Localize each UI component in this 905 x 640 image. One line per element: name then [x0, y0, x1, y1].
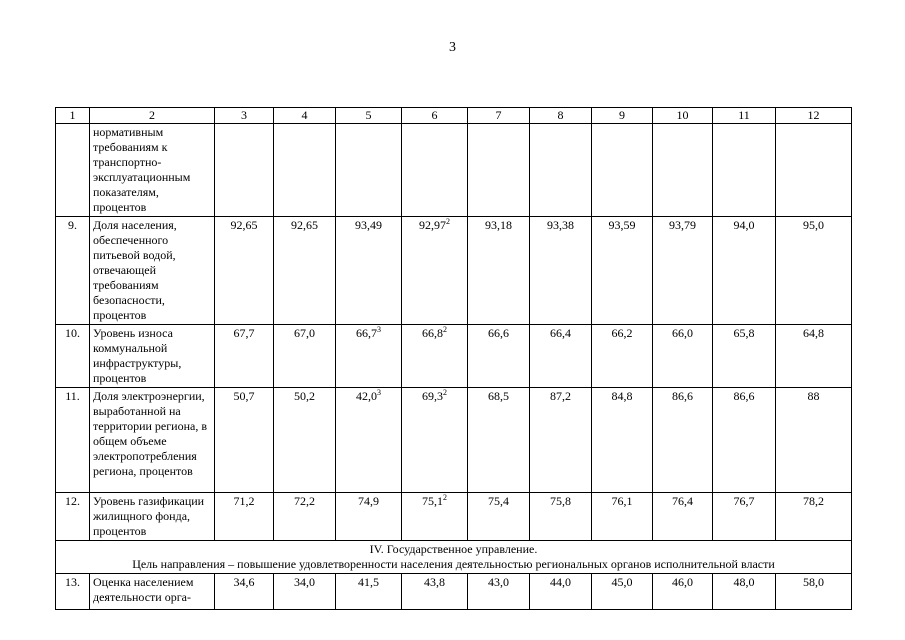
- value-cell: [468, 124, 530, 217]
- value-text: 71,2: [233, 494, 255, 508]
- header-cell: 3: [215, 108, 274, 124]
- value-cell: [776, 325, 852, 388]
- value-cell: [776, 124, 852, 217]
- value-text: 92,97: [419, 218, 446, 232]
- value-cell: [468, 388, 530, 493]
- value-cell: 34,0: [274, 574, 336, 610]
- value-cell: [713, 124, 776, 217]
- value-cell: [713, 217, 776, 325]
- page-number: 3: [449, 40, 456, 55]
- value-text: 93,38: [547, 218, 574, 232]
- value-cell: [776, 217, 852, 325]
- value-text: 67,0: [294, 326, 315, 340]
- header-cell: 11: [713, 108, 776, 124]
- header-cell: 2: [90, 108, 215, 124]
- value-text: 76,4: [672, 494, 693, 508]
- footnote-mark: 2: [443, 388, 447, 397]
- footnote-mark: 2: [443, 325, 447, 334]
- value-cell: [274, 325, 336, 388]
- value-text: 50,7: [233, 389, 255, 403]
- header-cell: 12: [776, 108, 852, 124]
- value-text: 93,79: [669, 218, 696, 232]
- row-number: [56, 124, 90, 217]
- value-cell: [274, 217, 336, 325]
- header-row: [56, 108, 852, 124]
- indicator-name: Оценка населением деятельности орга-: [90, 574, 215, 610]
- value-cell: [336, 124, 402, 217]
- indicator-name: Уровень износа коммунальной инфраструктуры, процентов: [90, 325, 215, 388]
- value-cell: 58,0: [776, 574, 852, 610]
- value-cell: [653, 217, 713, 325]
- value-cell: [336, 325, 402, 388]
- value-cell: [468, 217, 530, 325]
- value-text: 66,6: [488, 326, 509, 340]
- row-number: 11.: [56, 388, 90, 493]
- value-cell: 45,0: [592, 574, 653, 610]
- value-text: 94,0: [733, 218, 755, 232]
- value-text: 75,1: [422, 494, 443, 508]
- value-cell: [402, 493, 468, 541]
- value-cell: [274, 388, 336, 493]
- value-text: 93,18: [485, 218, 512, 232]
- value-cell: [336, 217, 402, 325]
- indicator-name: нормативным требованиям к транспортно-эксплуатационным показателям, процентов: [90, 124, 215, 217]
- value-text: 64,8: [803, 326, 824, 340]
- value-text: 42,0: [356, 389, 377, 403]
- value-text: 67,7: [233, 326, 255, 340]
- value-cell: [336, 388, 402, 493]
- value-cell: [713, 325, 776, 388]
- value-cell: [530, 217, 592, 325]
- value-cell: [336, 493, 402, 541]
- value-cell: [274, 493, 336, 541]
- value-text: 92,65: [291, 218, 318, 232]
- value-cell: [530, 388, 592, 493]
- value-text: 93,49: [355, 218, 382, 232]
- value-cell: [274, 124, 336, 217]
- value-cell: [592, 217, 653, 325]
- value-text: 86,6: [672, 389, 693, 403]
- value-cell: [592, 493, 653, 541]
- value-cell: [402, 325, 468, 388]
- value-cell: [215, 124, 274, 217]
- value-cell: 48,0: [713, 574, 776, 610]
- header-cell: 4: [274, 108, 336, 124]
- value-text: 93,59: [608, 218, 636, 232]
- value-cell: 34,6: [215, 574, 274, 610]
- value-cell: [530, 124, 592, 217]
- footnote-mark: 2: [443, 493, 447, 502]
- value-text: 87,2: [550, 389, 571, 403]
- value-cell: [592, 388, 653, 493]
- value-text: 72,2: [294, 494, 315, 508]
- table-row: [56, 124, 852, 217]
- value-cell: [468, 325, 530, 388]
- value-cell: [653, 325, 713, 388]
- value-cell: [530, 325, 592, 388]
- value-cell: [215, 217, 274, 325]
- value-cell: [592, 124, 653, 217]
- value-cell: 41,5: [336, 574, 402, 610]
- table-row: [56, 388, 852, 493]
- value-cell: [713, 388, 776, 493]
- value-cell: 46,0: [653, 574, 713, 610]
- value-cell: 43,0: [468, 574, 530, 610]
- table-row: [56, 493, 852, 541]
- header-cell: 9: [592, 108, 653, 124]
- row-number: 10.: [56, 325, 90, 388]
- value-text: 66,8: [422, 326, 443, 340]
- value-text: 92,65: [230, 218, 258, 232]
- indicators-table: [55, 107, 852, 610]
- value-cell: [653, 388, 713, 493]
- value-text: 69,3: [422, 389, 443, 403]
- value-cell: 43,8: [402, 574, 468, 610]
- value-text: 65,8: [733, 326, 755, 340]
- value-cell: [402, 388, 468, 493]
- value-text: 76,7: [733, 494, 755, 508]
- header-cell: 7: [468, 108, 530, 124]
- header-cell: 8: [530, 108, 592, 124]
- indicator-name: Уровень газификации жилищного фонда, процентов: [90, 493, 215, 541]
- table-row: [56, 217, 852, 325]
- value-text: 95,0: [803, 218, 824, 232]
- section-row: [56, 541, 852, 574]
- header-cell: 1: [56, 108, 90, 124]
- value-cell: [402, 124, 468, 217]
- header-cell: 10: [653, 108, 713, 124]
- section-cell: [56, 541, 852, 574]
- header-cell: 6: [402, 108, 468, 124]
- value-cell: [215, 325, 274, 388]
- indicator-name: Доля электроэнергии, выработанной на территории региона, в общем объеме электропотребления региона, процентов: [90, 388, 215, 493]
- row-number: 9.: [56, 217, 90, 325]
- value-text: 74,9: [358, 494, 379, 508]
- value-text: 88: [807, 389, 820, 403]
- value-cell: [215, 388, 274, 493]
- value-cell: [653, 493, 713, 541]
- value-cell: 44,0: [530, 574, 592, 610]
- section-goal: Цель направления – повышение удовлетворенности населения деятельностью региональных органов исполнительной власти: [132, 557, 775, 571]
- value-text: 75,8: [550, 494, 571, 508]
- value-text: 78,2: [803, 494, 824, 508]
- value-cell: [776, 388, 852, 493]
- value-cell: [776, 493, 852, 541]
- row-number: 12.: [56, 493, 90, 541]
- value-cell: [592, 325, 653, 388]
- footnote-mark: 2: [446, 217, 450, 226]
- value-cell: [653, 124, 713, 217]
- section-title: IV. Государственное управление.: [369, 542, 538, 556]
- value-cell: [468, 493, 530, 541]
- footnote-mark: 3: [377, 388, 381, 397]
- indicator-name: Доля населения, обеспеченного питьевой водой, отвечающей требованиям безопасности, процентов: [90, 217, 215, 325]
- value-text: 66,4: [550, 326, 571, 340]
- value-text: 66,2: [611, 326, 633, 340]
- value-text: 76,1: [611, 494, 633, 508]
- value-text: 75,4: [488, 494, 509, 508]
- footnote-mark: 3: [377, 325, 381, 334]
- value-text: 68,5: [488, 389, 509, 403]
- value-cell: [215, 493, 274, 541]
- table-row: [56, 574, 852, 610]
- value-text: 84,8: [611, 389, 633, 403]
- table-row: [56, 325, 852, 388]
- row-number: 13.: [56, 574, 90, 610]
- value-cell: [713, 493, 776, 541]
- value-text: 86,6: [733, 389, 755, 403]
- header-cell: 5: [336, 108, 402, 124]
- value-cell: [402, 217, 468, 325]
- value-text: 50,2: [294, 389, 315, 403]
- value-cell: [530, 493, 592, 541]
- value-text: 66,7: [356, 326, 377, 340]
- value-text: 66,0: [672, 326, 693, 340]
